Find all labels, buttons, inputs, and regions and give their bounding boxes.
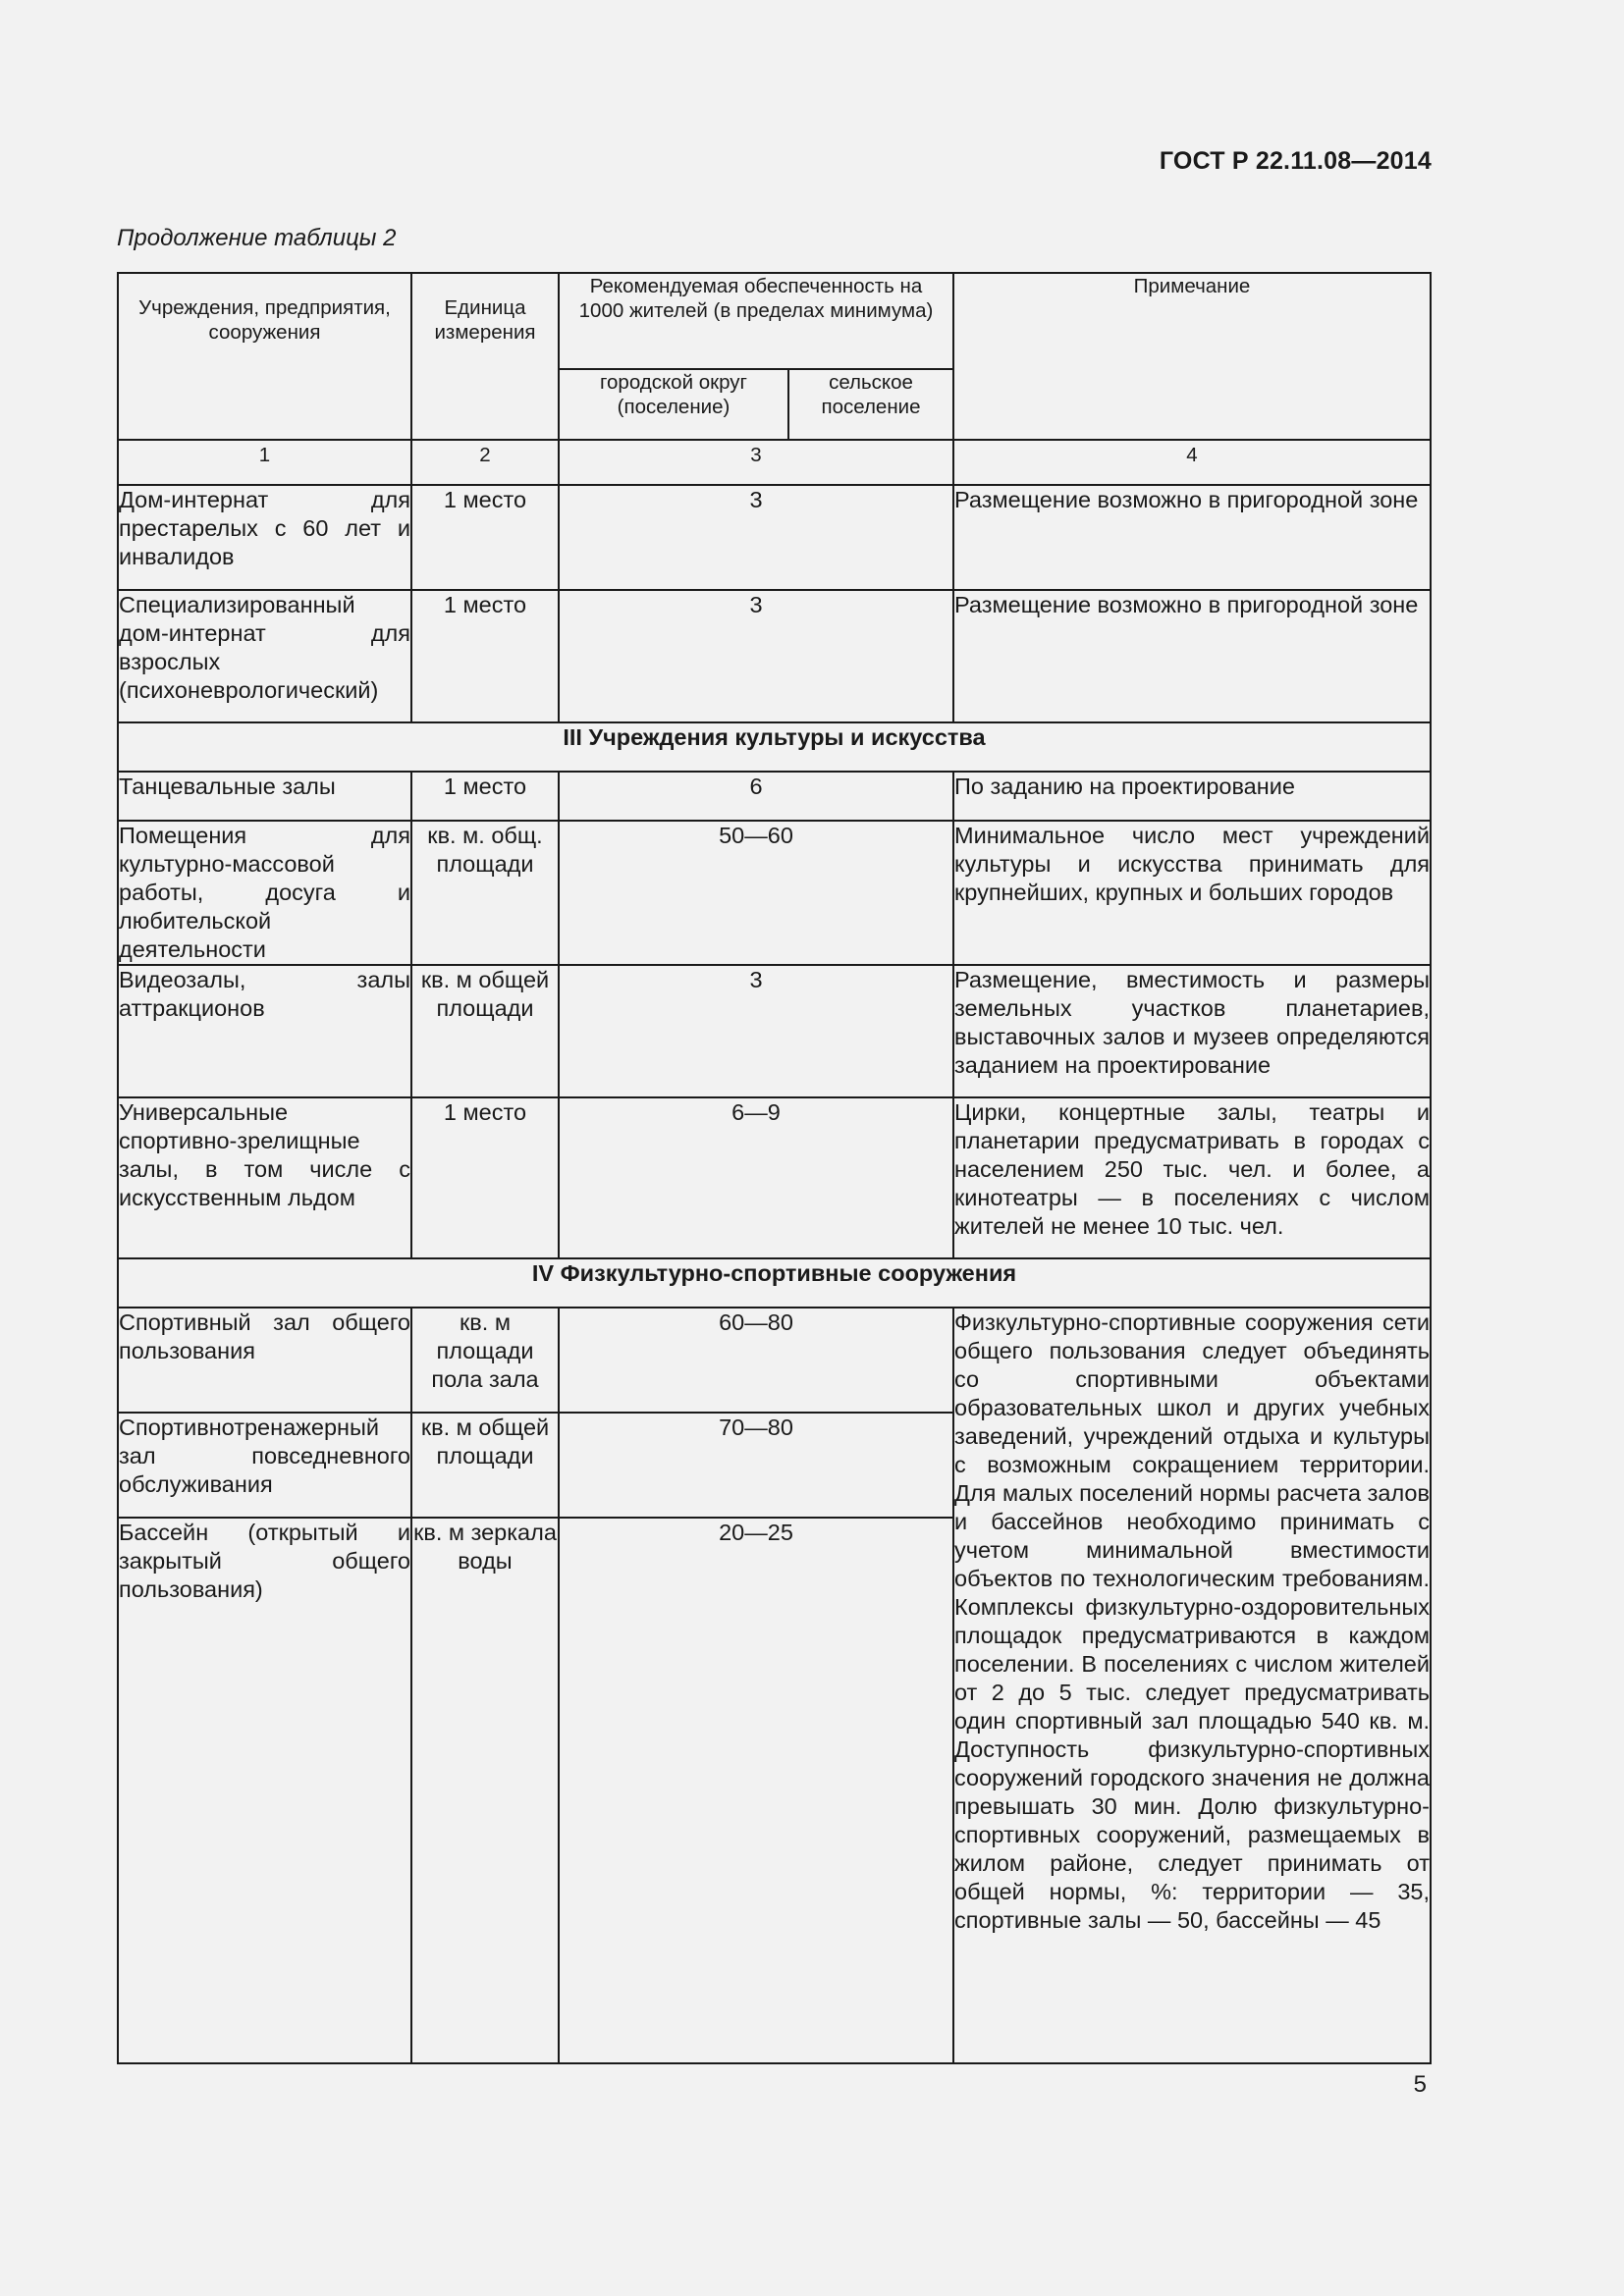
norm-value: 3: [559, 965, 953, 1097]
unit-value: 1 место: [411, 590, 559, 722]
institution-name: Танцевальные залы: [118, 772, 411, 821]
unit-value: 1 место: [411, 1097, 559, 1258]
section-title: III Учреждения культуры и искусства: [118, 722, 1431, 772]
institution-name: Помещения для культурно-массовой работы, досуга и любительской деятельности: [118, 821, 411, 965]
table-row: [118, 1097, 1431, 1258]
norm-value: 20—25: [559, 1518, 953, 2063]
unit-value: кв. м площади пола зала: [411, 1308, 559, 1413]
column-number: 3: [559, 440, 953, 485]
header-urban: городской округ (поселение): [559, 369, 788, 440]
institution-name: Спортивный зал общего пользования: [118, 1308, 411, 1413]
institution-name: Видеозалы, залы аттракционов: [118, 965, 411, 1097]
norm-value: 50—60: [559, 821, 953, 965]
section-title: IV Физкультурно-спортивные сооружения: [118, 1258, 1431, 1308]
document-id: ГОСТ Р 22.11.08—2014: [1159, 147, 1432, 175]
table-row: [118, 590, 1431, 722]
table-row: [118, 821, 1431, 965]
column-number: 4: [953, 440, 1431, 485]
unit-value: кв. м. общ. площади: [411, 821, 559, 965]
column-number: 2: [411, 440, 559, 485]
table-row: [118, 965, 1431, 1097]
norm-value: 6—9: [559, 1097, 953, 1258]
institution-name: Универсальные спортивно-зрелищные залы, в том числе с искусственным льдом: [118, 1097, 411, 1258]
table-row: [118, 772, 1431, 821]
unit-value: кв. м общей площади: [411, 1413, 559, 1518]
unit-value: кв. м общей площади: [411, 965, 559, 1097]
standards-table: [117, 272, 1432, 2064]
note-text: Размещение, вместимость и размеры земельных участков планетариев, выставочных залов и музеев определяются заданием на проектирование: [953, 965, 1431, 1097]
header-institutions: Учреждения, предприятия, сооружения: [118, 273, 411, 440]
note-text: По заданию на проектирование: [953, 772, 1431, 821]
header-note: Примечание: [953, 273, 1431, 440]
institution-name: Спортивнотренажерный зал повседневного обслуживания: [118, 1413, 411, 1518]
institution-name: Дом-интернат для престарелых с 60 лет и инвалидов: [118, 485, 411, 590]
table-row: [118, 485, 1431, 590]
header-rural: сельское поселение: [788, 369, 953, 440]
note-text: Цирки, концертные залы, театры и планетарии предусматривать в городах с населением 250 тыс. чел. и более, а кинотеатры — в поселениях с числом жителей не менее 10 тыс. чел.: [953, 1097, 1431, 1258]
column-number: 1: [118, 440, 411, 485]
norm-value: 70—80: [559, 1413, 953, 1518]
table-row: [118, 1308, 1431, 1413]
unit-value: 1 место: [411, 485, 559, 590]
header-recommended: Рекомендуемая обеспеченность на 1000 жителей (в пределах минимума): [559, 273, 953, 369]
unit-value: кв. м зеркала воды: [411, 1518, 559, 2063]
note-text: Размещение возможно в пригородной зоне: [953, 590, 1431, 722]
institution-name: Специализированный дом-интернат для взрослых (психоневрологический): [118, 590, 411, 722]
note-text: Физкультурно-спортивные сооружения сети общего пользования следует объединять со спортивными объектами образовательных школ и других учебных заведений, учреждений отдыха и культуры с возможным сокращением территории. Для малых поселений нормы расчета залов и бассейнов необходимо принимать с учетом минимальной вместимости объектов по технологическим требованиям. Комплексы физкультурно-оздоровительных площадок предусматриваются в каждом поселении. В поселениях с числом жителей от 2 до 5 тыс. следует предусматривать один спортивный зал площадью 540 кв. м. Доступность физкультурно-спортивных сооружений городского значения не должна превышать 30 мин. Долю физкультурно-спортивных сооружений, размещаемых в жилом районе, следует принимать от общей нормы, %: территории — 35, спортивные залы — 50, бассейны — 45: [953, 1308, 1431, 2063]
table-caption: Продолжение таблицы 2: [117, 225, 397, 251]
institution-name: Бассейн (открытый и закрытый общего пользования): [118, 1518, 411, 2063]
note-text: Минимальное число мест учреждений культуры и искусства принимать для крупнейших, крупных и больших городов: [953, 821, 1431, 965]
unit-value: 1 место: [411, 772, 559, 821]
header-unit: Единица измерения: [411, 273, 559, 440]
note-text: Размещение возможно в пригородной зоне: [953, 485, 1431, 590]
norm-value: 3: [559, 590, 953, 722]
norm-value: 6: [559, 772, 953, 821]
norm-value: 60—80: [559, 1308, 953, 1413]
norm-value: 3: [559, 485, 953, 590]
page-number: 5: [1413, 2071, 1427, 2098]
